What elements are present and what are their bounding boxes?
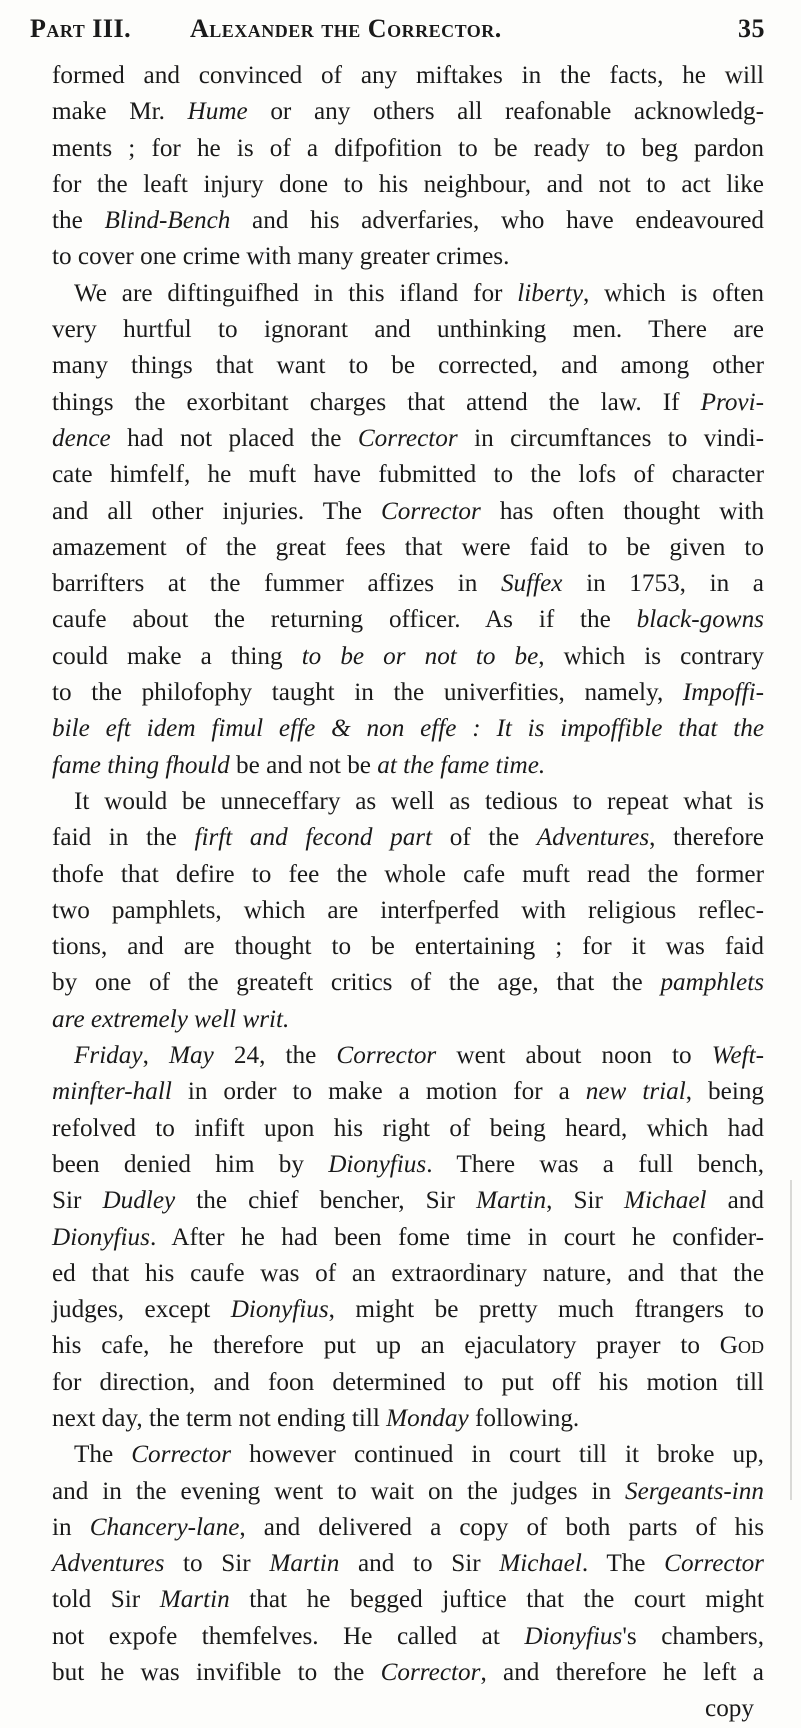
text-run: to cover one crime with many greater crimes. <box>52 243 510 271</box>
text-run: for the leaft injury done to his neighbour, and not to act like <box>52 170 764 198</box>
italic-text: pamphlets <box>660 969 764 997</box>
italic-text: Monday <box>386 1404 469 1432</box>
text-run: 24, the <box>213 1042 337 1070</box>
text-run: tions, and are thought to be entertaining ; for it was faid <box>52 933 764 961</box>
text-run: two pamphlets, which are interfperfed with religious reflec- <box>52 896 764 924</box>
text-line <box>52 929 764 965</box>
text-run: in order to make a motion for a <box>171 1078 586 1106</box>
text-run: in <box>52 1513 90 1541</box>
text-run: 's chambers, <box>622 1622 765 1650</box>
text-line <box>52 1002 764 1038</box>
italic-text: Suffex <box>500 570 563 598</box>
text-run: following. <box>468 1404 580 1432</box>
text-run: , Sir <box>546 1187 624 1215</box>
text-run: and <box>706 1187 764 1215</box>
text-line <box>52 1619 764 1655</box>
text-run: , being <box>685 1078 765 1106</box>
italic-text: Martin <box>159 1586 230 1614</box>
italic-text: Impoffi- <box>682 679 764 707</box>
text-run: for direction, and foon determined to put off his motion till <box>52 1368 764 1396</box>
text-run: the chief bencher, Sir <box>175 1187 477 1215</box>
text-line <box>52 421 764 457</box>
text-run: next day, the term not ending till <box>52 1404 387 1432</box>
page-edge-shadow <box>790 1180 792 1500</box>
italic-text: new trial <box>585 1078 686 1106</box>
text-run: be and not be <box>229 751 378 779</box>
text-line <box>52 131 764 167</box>
text-line <box>52 1401 764 1437</box>
text-run: of the <box>432 824 537 852</box>
italic-text: fame thing fhould <box>52 751 230 779</box>
italic-text: Sergeants-inn <box>625 1477 764 1505</box>
text-line <box>52 1582 764 1618</box>
text-run: amazement of the great fees that were faid to be given to <box>52 533 764 561</box>
text-run: , <box>142 1042 169 1070</box>
text-run: Sir <box>52 1187 103 1215</box>
text-run: and in the evening went to wait on the judges in <box>52 1477 626 1505</box>
text-line <box>52 94 764 130</box>
italic-text: Martin <box>269 1550 340 1578</box>
italic-text: Corrector <box>336 1042 437 1070</box>
text-run: the <box>52 207 105 235</box>
text-line <box>52 566 764 602</box>
page-number: 35 <box>738 14 765 43</box>
text-line <box>52 312 764 348</box>
text-run: It would be unneceffary as well as tedious to repeat what is <box>74 787 764 815</box>
italic-text: Corrector <box>131 1441 232 1469</box>
text-run: in circumftances to vindi- <box>457 424 764 452</box>
text-run: formed and convinced of any miftakes in the facts, he will <box>52 62 764 89</box>
italic-text: Martin <box>476 1187 547 1215</box>
body-text <box>52 58 764 1728</box>
text-run: by one of the greateft critics of the age, that the <box>52 969 661 997</box>
text-run: We are diftinguifhed in this ifland for <box>74 279 518 307</box>
text-line <box>52 1474 764 1510</box>
italic-text: minfter-hall <box>52 1078 172 1106</box>
italic-text: May <box>169 1042 214 1070</box>
text-run: not expofe themfelves. He called at <box>52 1622 525 1650</box>
running-head-title: Alexander the Corrector. <box>190 14 502 43</box>
text-run: cate himfelf, he muft have fubmitted to the lofs of character <box>52 461 764 489</box>
italic-text: are extremely well writ. <box>52 1005 290 1033</box>
text-line <box>52 1074 764 1110</box>
text-run: things the exorbitant charges that attend the law. If <box>52 388 701 416</box>
text-line <box>52 1437 764 1473</box>
italic-text: Michael <box>624 1187 707 1215</box>
text-run: ments ; for he is of a difpofition to be ready to beg pardon <box>52 134 764 162</box>
text-run: and to Sir <box>339 1550 500 1578</box>
text-run: to Sir <box>164 1550 270 1578</box>
italic-text: Chancery-lane <box>89 1513 240 1541</box>
italic-text: Adventures <box>52 1550 165 1578</box>
text-run: , which is often <box>583 279 764 307</box>
text-line <box>52 1038 764 1074</box>
italic-text: firft and fecond part <box>194 824 433 852</box>
text-line <box>52 348 764 384</box>
italic-text: Corrector <box>664 1550 764 1578</box>
text-line <box>52 893 764 929</box>
italic-text: liberty <box>517 279 584 307</box>
text-line <box>52 602 764 638</box>
text-run: refolved to infift upon his right of being heard, which had <box>52 1114 764 1142</box>
text-line <box>52 167 764 203</box>
text-run: , and delivered a copy of both parts of his <box>239 1513 764 1541</box>
italic-text: Weft- <box>711 1042 765 1070</box>
italic-text: Corrector <box>357 424 458 452</box>
italic-text: to be or not to be <box>301 642 539 670</box>
small-caps-text: God <box>719 1332 764 1360</box>
text-line <box>52 385 764 421</box>
italic-text: Corrector <box>380 497 481 525</box>
italic-text: black-gowns <box>636 606 764 634</box>
text-run: very hurtful to ignorant and unthinking men. There are <box>52 316 764 344</box>
text-line <box>52 457 764 493</box>
text-line <box>52 748 764 784</box>
text-run: had not placed the <box>110 424 358 452</box>
italic-text: Corrector <box>380 1659 481 1687</box>
italic-text: dence <box>52 424 111 452</box>
text-line <box>52 1365 764 1401</box>
text-line <box>52 1510 764 1546</box>
text-line <box>52 820 764 856</box>
catchword: copy <box>705 1695 754 1723</box>
text-line <box>52 965 764 1001</box>
text-run: his cafe, he therefore put up an ejaculatory prayer to <box>52 1332 720 1360</box>
text-run: . There was a full bench, <box>426 1150 764 1178</box>
text-run: faid in the <box>52 824 195 852</box>
text-run: but he was invifible to the <box>52 1659 381 1687</box>
text-line <box>52 1220 764 1256</box>
text-line <box>52 276 764 312</box>
text-run: , which is contrary <box>538 642 764 670</box>
text-line <box>52 711 764 747</box>
text-line <box>52 1256 764 1292</box>
text-line <box>52 1655 764 1691</box>
text-run: , and therefore he left a <box>480 1659 764 1687</box>
italic-text: at the fame time. <box>377 751 546 779</box>
text-run: , therefore <box>649 824 764 852</box>
italic-text: Dionyfius <box>230 1296 329 1324</box>
text-line <box>52 857 764 893</box>
text-run: many things that want to be corrected, and among other <box>52 352 764 380</box>
text-run: barrifters at the fummer affizes in <box>52 570 501 598</box>
text-line <box>52 1546 764 1582</box>
text-run: . The <box>581 1550 665 1578</box>
text-run: and all other injuries. The <box>52 497 381 525</box>
text-run: that he begged juftice that the court might <box>229 1586 764 1614</box>
italic-text: Adventures <box>536 824 650 852</box>
text-line <box>52 1111 764 1147</box>
text-run: judges, except <box>52 1296 231 1324</box>
text-run: caufe about the returning officer. As if the <box>52 606 637 634</box>
italic-text: Hume <box>187 98 248 126</box>
text-line <box>52 784 764 820</box>
text-line <box>52 1183 764 1219</box>
text-run: or any others all reafonable acknowledg- <box>247 98 764 126</box>
running-head-part: Part III. <box>30 14 132 43</box>
text-line <box>52 1147 764 1183</box>
italic-text: Dionyfius <box>52 1223 150 1251</box>
text-line <box>52 639 764 675</box>
italic-text: Dionyfius <box>328 1150 427 1178</box>
text-line <box>52 58 764 94</box>
text-run: could make a thing <box>52 642 302 670</box>
italic-text: Dionyfius <box>524 1622 623 1650</box>
text-run: and his adverfaries, who have endeavoured <box>230 207 764 235</box>
italic-text: Michael <box>499 1550 582 1578</box>
text-line <box>52 675 764 711</box>
italic-text: Blind-Bench <box>104 207 231 235</box>
running-head <box>30 10 765 54</box>
italic-text: Friday <box>74 1042 143 1070</box>
text-run: . After he had been fome time in court he confider- <box>149 1223 764 1251</box>
text-line <box>52 239 764 275</box>
italic-text: Dudley <box>102 1187 176 1215</box>
text-line <box>52 1328 764 1364</box>
italic-text: Provi- <box>700 388 764 416</box>
text-run: ed that his caufe was of an extraordinary nature, and that the <box>52 1259 764 1287</box>
text-run: make Mr. <box>52 98 188 126</box>
text-run: The <box>74 1441 132 1469</box>
text-run: went about noon to <box>436 1042 712 1070</box>
text-line <box>52 494 764 530</box>
text-run: , might be pretty much ftrangers to <box>328 1296 765 1324</box>
text-line <box>52 1292 764 1328</box>
text-run: however continued in court till it broke up, <box>231 1441 764 1469</box>
italic-text: bile eft idem fimul effe & non effe : It is impoffible that the <box>52 715 764 743</box>
text-run: thofe that defire to fee the whole cafe muft read the former <box>52 860 764 888</box>
text-run: to the philofophy taught in the univerfities, namely, <box>52 679 683 707</box>
text-run: has often thought with <box>480 497 764 525</box>
text-run: in 1753, in a <box>562 570 764 598</box>
text-line <box>52 530 764 566</box>
text-run: told Sir <box>52 1586 160 1614</box>
text-run: been denied him by <box>52 1150 329 1178</box>
text-line <box>52 203 764 239</box>
